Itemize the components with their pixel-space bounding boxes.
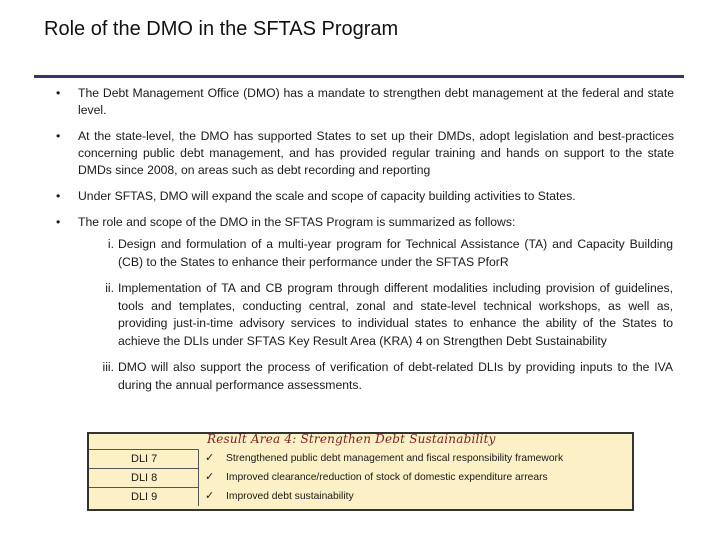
slide-title: Role of the DMO in the SFTAS Program	[44, 18, 399, 40]
dli-row	[89, 449, 628, 468]
dli-row	[89, 468, 628, 487]
dli-code: DLI 7	[89, 449, 199, 468]
check-icon: ✓	[205, 452, 215, 464]
dli-code: DLI 8	[89, 468, 199, 487]
sub-item	[96, 236, 673, 271]
result-area-title: Result Area 4: Strengthen Debt Sustainability	[207, 432, 496, 446]
sub-item-number: i.	[107, 237, 114, 251]
sub-item-text: Design and formulation of a multi-year program for Technical Assistance (TA) and Capacity Building (CB) to the States to enhance their performance under the SFTAS PforR	[118, 237, 673, 269]
sub-item-text: DMO will also support the process of verification of debt-related DLIs by providing inputs to the IVA during the annual performance assessments.	[118, 360, 673, 392]
check-icon: ✓	[205, 490, 215, 502]
sub-item-number: iii.	[102, 360, 114, 374]
bullet-item	[56, 85, 674, 119]
bullet-marker: •	[56, 86, 61, 100]
bullet-marker: •	[56, 189, 61, 203]
sub-item	[96, 280, 673, 350]
sub-item-number: ii.	[105, 281, 114, 295]
title-divider	[34, 75, 684, 78]
sub-item	[96, 359, 673, 394]
dli-code: DLI 9	[89, 487, 199, 506]
dli-row	[89, 487, 628, 506]
bullet-text: The role and scope of the DMO in the SFTAS Program is summarized as follows:	[78, 215, 516, 229]
bullet-text: Under SFTAS, DMO will expand the scale and scope of capacity building activities to States.	[78, 189, 576, 203]
bullet-list	[56, 85, 674, 240]
role-scope-list	[96, 236, 673, 403]
sub-item-text: Implementation of TA and CB program through different modalities including provision of guidelines, tools and templates, conducting central, zonal and state-level technical workshops, as well as, providing just-in-time advisory services to individual states to enhance the ability of the States to achieve the DLIs under SFTAS Key Result Area (KRA) 4 on Strengthen Debt Sustainability	[118, 281, 673, 348]
bullet-item	[56, 188, 674, 205]
bullet-marker: •	[56, 129, 61, 143]
dli-description: Improved clearance/reduction of stock of domestic expenditure arrears	[226, 472, 548, 483]
bullet-text: The Debt Management Office (DMO) has a mandate to strengthen debt management at the federal and state level.	[78, 86, 674, 117]
bullet-item	[56, 214, 674, 231]
bullet-item	[56, 128, 674, 179]
dli-description: Improved debt sustainability	[226, 491, 354, 502]
check-icon: ✓	[205, 471, 215, 483]
bullet-text: At the state-level, the DMO has supported States to set up their DMDs, adopt legislation and best-practices concerning public debt management, and has provided regular training and hands on support to the state DMDs since 2008, on areas such as debt recording and reporting	[78, 129, 674, 177]
dli-description: Strengthened public debt management and fiscal responsibility framework	[226, 453, 564, 464]
bullet-marker: •	[56, 215, 61, 229]
